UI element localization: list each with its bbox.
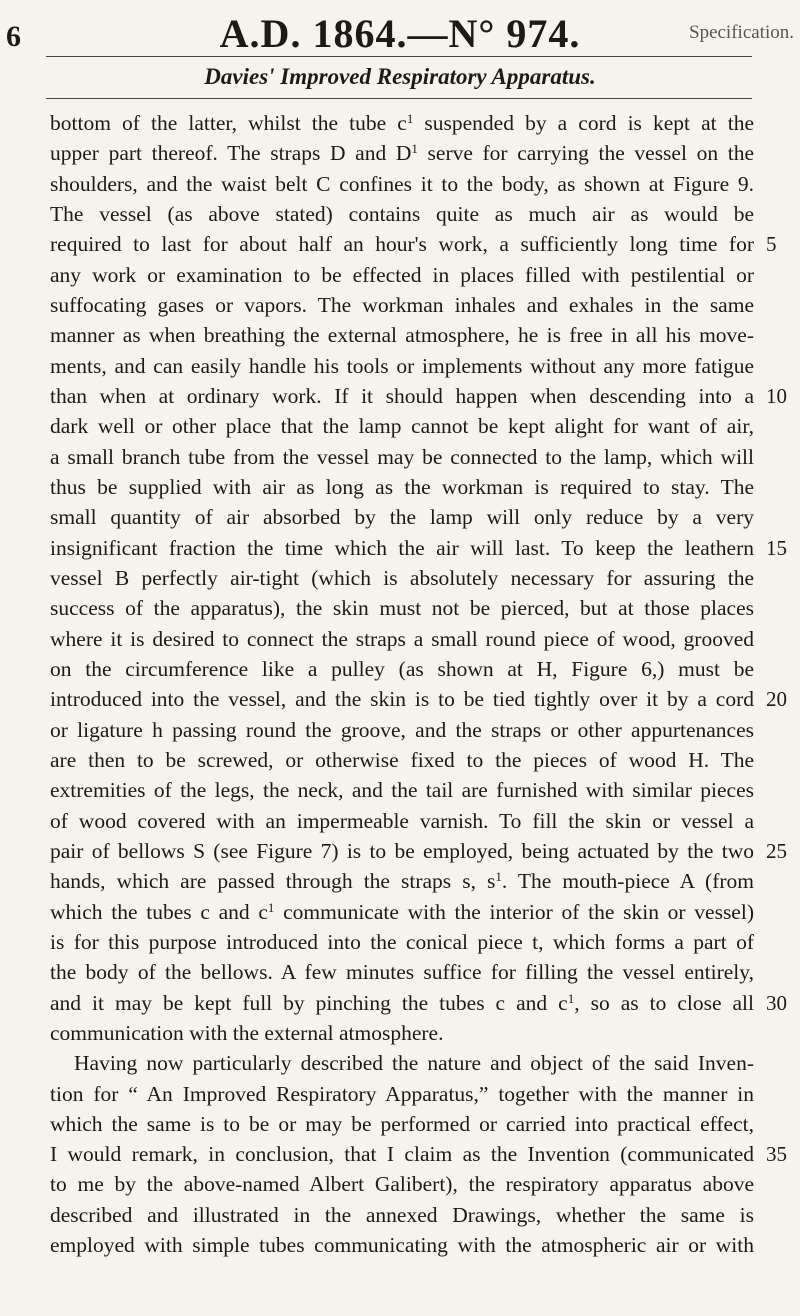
text-line	[50, 1169, 754, 1199]
line-number: 30	[766, 990, 787, 1015]
text-line	[50, 229, 777, 259]
line-text: of wood covered with an impermeable varnish. To fill the skin or vessel a	[50, 808, 754, 833]
line-number: 15	[766, 535, 787, 560]
text-line	[50, 138, 754, 168]
line-text: to me by the above-named Albert Galibert), the respiratory apparatus above	[50, 1172, 754, 1197]
text-line	[50, 836, 787, 866]
text-line	[50, 533, 787, 563]
line-text: introduced into the vessel, and the skin is to be tied tightly over it by a cord	[50, 687, 754, 712]
text-line	[50, 745, 754, 775]
line-text: thus be supplied with air as long as the workman is required to stay. The	[50, 474, 754, 499]
text-line	[50, 866, 754, 896]
text-line	[50, 988, 787, 1018]
text-line	[50, 502, 754, 532]
line-text: Having now particularly described the nature and object of the said Inven-	[74, 1051, 754, 1076]
text-line	[50, 654, 754, 684]
document-subtitle: Davies' Improved Respiratory Apparatus.	[204, 64, 596, 89]
text-line	[50, 381, 787, 411]
line-text: vessel B perfectly air-tight (which is absolutely necessary for assuring the	[50, 565, 754, 590]
superscript: 1	[567, 990, 575, 1006]
line-text: manner as when breathing the external atmosphere, he is free in all his move-	[50, 323, 754, 348]
text-line	[50, 442, 754, 472]
text-line	[50, 169, 754, 199]
text-line	[50, 1200, 754, 1230]
line-text-continued: suspended by a cord is kept at the	[413, 111, 754, 135]
text-line	[50, 351, 754, 381]
body-text	[50, 108, 787, 1260]
line-text-continued: communicate with the interior of the skin or vessel)	[274, 899, 754, 924]
line-text: required to last for about half an hour's work, a sufficiently long time for	[50, 232, 754, 257]
text-line	[50, 1230, 754, 1260]
line-text: upper part thereof. The straps D and D	[50, 141, 412, 166]
line-text: which the tubes c and c	[50, 899, 268, 924]
text-line	[50, 806, 754, 836]
line-text: bottom of the latter, whilst the tube c	[50, 111, 407, 135]
text-line	[50, 1109, 754, 1139]
text-line	[50, 1079, 754, 1109]
line-text: pair of bellows S (see Figure 7) is to be employed, being actuated by the two	[50, 838, 754, 863]
header-rule-bottom	[46, 98, 752, 99]
header-rule-top	[46, 56, 752, 57]
superscript: 1	[495, 869, 502, 885]
section-label: Specification.	[689, 22, 794, 43]
text-line	[50, 715, 754, 745]
page-header	[0, 10, 800, 56]
line-text: tion for “ An Improved Respiratory Apparatus,” together with the manner in	[50, 1081, 754, 1106]
line-number: 10	[766, 383, 787, 408]
line-text: ments, and can easily handle his tools or implements without any more fatigue	[50, 353, 754, 378]
document-title: A.D. 1864.—N° 974.	[219, 11, 581, 56]
text-line	[50, 684, 787, 714]
line-text: is for this purpose introduced into the conical piece t, which forms a part of	[50, 929, 754, 954]
line-text: any work or examination to be effected in places filled with pestilential or	[50, 262, 754, 287]
superscript: 1	[406, 111, 414, 126]
line-text: extremities of the legs, the neck, and the tail are furnished with similar pieces	[50, 778, 754, 803]
line-number: 20	[766, 687, 787, 712]
line-text: small quantity of air absorbed by the lamp will only reduce by a very	[50, 505, 754, 530]
line-text-continued: serve for carrying the vessel on the	[417, 141, 754, 166]
text-line	[50, 1048, 754, 1078]
superscript: 1	[267, 899, 275, 915]
text-line	[50, 957, 754, 987]
line-text: dark well or other place that the lamp cannot be kept alight for want of air,	[50, 414, 754, 439]
line-text: are then to be screwed, or otherwise fixed to the pieces of wood H. The	[50, 747, 754, 772]
line-text: the body of the bellows. A few minutes suffice for filling the vessel entirely,	[50, 960, 754, 985]
text-line	[50, 108, 754, 138]
line-text: or ligature h passing round the groove, and the straps or other appurtenances	[50, 717, 754, 742]
line-text: which the same is to be or may be performed or carried into practical effect,	[50, 1111, 754, 1136]
line-text: The vessel (as above stated) contains quite as much air as would be	[50, 201, 754, 226]
text-line	[50, 775, 754, 805]
text-line	[50, 320, 754, 350]
text-line	[50, 199, 754, 229]
line-text: shoulders, and the waist belt C confines it to the body, as shown at Figure 9.	[50, 171, 754, 196]
line-text: where it is desired to connect the straps a small round piece of wood, grooved	[50, 626, 754, 651]
text-line	[50, 290, 754, 320]
line-text: hands, which are passed through the straps s, s	[50, 869, 496, 894]
line-text-continued: , so as to close all	[574, 990, 754, 1015]
page-number: 6	[6, 20, 21, 53]
superscript: 1	[411, 141, 418, 157]
line-text: insignificant fraction the time which the air will last. To keep the leathern	[50, 535, 754, 560]
line-text: employed with simple tubes communicating with the atmospheric air or with	[50, 1233, 754, 1258]
text-line	[50, 260, 754, 290]
line-text: described and illustrated in the annexed Drawings, whether the same is	[50, 1202, 754, 1227]
line-text: I would remark, in conclusion, that I claim as the Invention (communicated	[50, 1142, 754, 1167]
line-text: communication with the external atmosphere.	[50, 1020, 444, 1045]
text-line	[50, 624, 754, 654]
line-text: than when at ordinary work. If it should happen when descending into a	[50, 383, 754, 408]
text-line	[50, 411, 754, 441]
text-line	[50, 472, 754, 502]
text-line	[50, 563, 754, 593]
text-line	[50, 1018, 754, 1048]
line-text: suffocating gases or vapors. The workman inhales and exhales in the same	[50, 292, 754, 317]
line-text: success of the apparatus), the skin must not be pierced, but at those places	[50, 596, 754, 621]
line-number: 5	[766, 232, 777, 257]
text-line	[50, 897, 754, 927]
line-text: on the circumference like a pulley (as shown at H, Figure 6,) must be	[50, 656, 754, 681]
text-line	[50, 927, 754, 957]
line-text: a small branch tube from the vessel may be connected to the lamp, which will	[50, 444, 754, 469]
line-text: and it may be kept full by pinching the tubes c and c	[50, 990, 568, 1015]
text-line	[50, 1139, 787, 1169]
line-number: 25	[766, 838, 787, 863]
text-line	[50, 593, 754, 623]
line-number: 35	[766, 1142, 787, 1167]
line-text-continued: . The mouth-piece A (from	[501, 869, 755, 894]
